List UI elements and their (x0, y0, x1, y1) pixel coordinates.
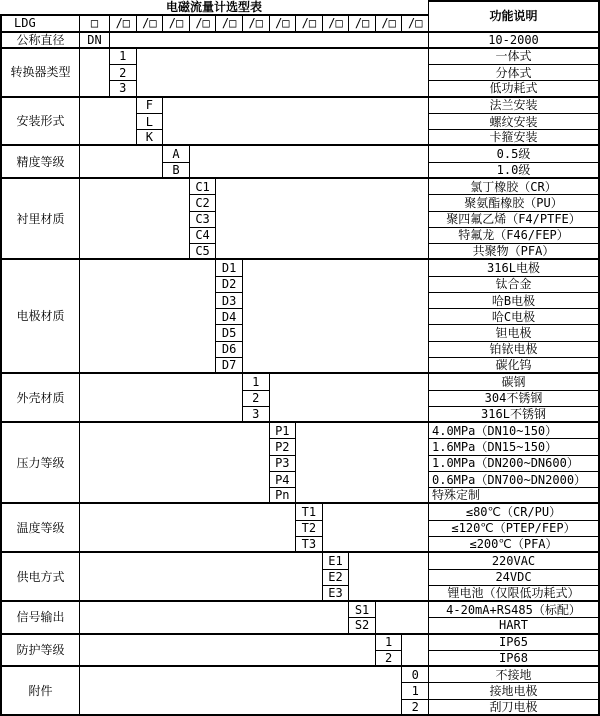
option-code-cell: D2 (216, 277, 243, 293)
model-prefix-cell: LDG (0, 16, 80, 32)
option-code-cell: D6 (216, 342, 243, 358)
spacer-cell (80, 504, 296, 553)
section-label: 精度等级 (0, 146, 80, 179)
option-desc-cell: 316L电极 (429, 260, 600, 276)
option-code-cell: C3 (190, 212, 217, 228)
option-desc-cell: 卡箍安装 (429, 130, 600, 146)
option-code-cell: D1 (216, 260, 243, 276)
option-desc-cell: 接地电极 (429, 683, 600, 699)
option-desc-cell: 氯丁橡胶（CR） (429, 179, 600, 195)
option-desc-cell: 304不锈钢 (429, 391, 600, 407)
option-desc-cell: 钽电极 (429, 325, 600, 341)
section-label: 信号输出 (0, 602, 80, 635)
option-code-cell: Pn (270, 488, 297, 504)
option-code-cell: E3 (323, 586, 350, 602)
option-code-cell: T2 (296, 521, 323, 537)
spacer-cell (296, 423, 429, 504)
option-code-cell: K (137, 130, 164, 146)
option-desc-cell: 锂电池（仅限低功耗式） (429, 586, 600, 602)
option-desc-cell: 哈C电极 (429, 309, 600, 325)
model-slot-cell: /□ (270, 16, 297, 32)
option-desc-cell: 220VAC (429, 553, 600, 569)
option-desc-cell: 碳钢 (429, 374, 600, 390)
section-label: 安装形式 (0, 98, 80, 147)
table-title: 电磁流量计选型表 (0, 0, 429, 16)
option-code-cell: 2 (402, 700, 429, 716)
option-code-cell: S1 (349, 602, 376, 618)
section-label: 转换器类型 (0, 49, 80, 98)
spacer-cell (190, 146, 429, 179)
option-desc-cell: 1.0MPa（DN200~DN600） (429, 456, 600, 472)
option-code-cell: B (163, 163, 190, 179)
option-desc-cell: 4-20mA+RS485（标配） (429, 602, 600, 618)
option-desc-cell: 刮刀电极 (429, 700, 600, 716)
option-code-cell: D5 (216, 325, 243, 341)
spacer-cell (243, 260, 429, 374)
model-slot-cell: /□ (296, 16, 323, 32)
option-desc-cell: HART (429, 618, 600, 634)
option-code-cell: 2 (376, 651, 403, 667)
option-code-cell: 2 (243, 391, 270, 407)
option-code-cell: 3 (243, 407, 270, 423)
section-label: 电极材质 (0, 260, 80, 374)
option-desc-cell: 低功耗式 (429, 81, 600, 97)
spacer-cell (80, 667, 402, 716)
model-slot-cell: /□ (110, 16, 137, 32)
option-desc-cell: IP68 (429, 651, 600, 667)
model-slot-cell: /□ (216, 16, 243, 32)
function-column-header: 功能说明 (429, 0, 600, 33)
option-desc-cell: 316L不锈钢 (429, 407, 600, 423)
option-code-cell: D4 (216, 309, 243, 325)
section-label: 外壳材质 (0, 374, 80, 423)
option-desc-cell: ≤80℃（CR/PU） (429, 504, 600, 520)
spacer-cell (80, 98, 137, 147)
model-slot-cell: /□ (323, 16, 350, 32)
spacer-cell (323, 504, 429, 553)
option-desc-cell: 0.5级 (429, 146, 600, 162)
option-code-cell: P1 (270, 423, 297, 439)
option-desc-cell: 法兰安装 (429, 98, 600, 114)
option-code-cell: 1 (243, 374, 270, 390)
option-code-cell: C2 (190, 195, 217, 211)
option-code-cell: F (137, 98, 164, 114)
option-code-cell: L (137, 114, 164, 130)
option-desc-cell: 4.0MPa（DN10~150） (429, 423, 600, 439)
spacer-cell (163, 98, 429, 147)
option-code-cell: P4 (270, 472, 297, 488)
diameter-desc-cell: 10-2000 (429, 33, 600, 49)
spacer-cell (80, 635, 376, 668)
option-code-cell: C5 (190, 244, 217, 260)
spacer-cell (80, 553, 323, 602)
option-desc-cell: 特氟龙（F46/FEP） (429, 228, 600, 244)
option-desc-cell: ≤200℃（PFA） (429, 537, 600, 553)
model-slot-cell: /□ (190, 16, 217, 32)
model-slot-cell: /□ (243, 16, 270, 32)
model-slot-cell: /□ (376, 16, 403, 32)
option-desc-cell: 聚四氟乙烯（F4/PTFE） (429, 212, 600, 228)
spacer-cell (80, 49, 110, 98)
option-desc-cell: 哈B电极 (429, 293, 600, 309)
model-slot-cell: /□ (163, 16, 190, 32)
spacer-cell (216, 179, 429, 260)
spacer-cell (349, 553, 429, 602)
option-code-cell: 1 (376, 635, 403, 651)
option-code-cell: P3 (270, 456, 297, 472)
spacer-cell (270, 374, 430, 423)
option-desc-cell: ≤120℃（PTEP/FEP） (429, 521, 600, 537)
option-code-cell: C1 (190, 179, 217, 195)
option-code-cell: P2 (270, 439, 297, 455)
diameter-label: 公称直径 (0, 33, 80, 49)
option-desc-cell: 特殊定制 (429, 488, 600, 504)
spacer-cell (80, 146, 163, 179)
option-desc-cell: 钛合金 (429, 277, 600, 293)
option-desc-cell: 24VDC (429, 570, 600, 586)
option-desc-cell: 1.0级 (429, 163, 600, 179)
option-code-cell: 2 (110, 65, 137, 81)
option-code-cell: 1 (402, 683, 429, 699)
diameter-code-cell: DN (80, 33, 110, 49)
model-slot-cell: /□ (402, 16, 429, 32)
option-code-cell: C4 (190, 228, 217, 244)
option-code-cell: D3 (216, 293, 243, 309)
spacer-cell (80, 602, 349, 635)
model-box-cell: □ (80, 16, 110, 32)
option-desc-cell: 0.6MPa（DN700~DN2000） (429, 472, 600, 488)
spacer-cell (80, 260, 216, 374)
option-desc-cell: IP65 (429, 635, 600, 651)
option-code-cell: 0 (402, 667, 429, 683)
section-label: 温度等级 (0, 504, 80, 553)
option-desc-cell: 螺纹安装 (429, 114, 600, 130)
option-desc-cell: 分体式 (429, 65, 600, 81)
option-desc-cell: 一体式 (429, 49, 600, 65)
spacer-cell (80, 423, 270, 504)
spacer-cell (80, 374, 243, 423)
option-code-cell: 3 (110, 81, 137, 97)
option-code-cell: T1 (296, 504, 323, 520)
section-label: 附件 (0, 667, 80, 716)
option-code-cell: A (163, 146, 190, 162)
option-desc-cell: 聚氨酯橡胶（PU） (429, 195, 600, 211)
section-label: 压力等级 (0, 423, 80, 504)
option-code-cell: S2 (349, 618, 376, 634)
option-desc-cell: 不接地 (429, 667, 600, 683)
model-slot-cell: /□ (349, 16, 376, 32)
spacer-cell (376, 602, 429, 635)
spacer-cell (137, 49, 429, 98)
option-desc-cell: 碳化钨 (429, 358, 600, 374)
spacer-cell (402, 635, 429, 668)
model-slot-cell: /□ (137, 16, 164, 32)
option-desc-cell: 共聚物（PFA） (429, 244, 600, 260)
option-code-cell: E1 (323, 553, 350, 569)
section-label: 供电方式 (0, 553, 80, 602)
option-code-cell: T3 (296, 537, 323, 553)
option-code-cell: E2 (323, 570, 350, 586)
option-desc-cell: 铂铱电极 (429, 342, 600, 358)
spacer-cell (80, 179, 190, 260)
spacer-cell (110, 33, 429, 49)
option-code-cell: D7 (216, 358, 243, 374)
option-desc-cell: 1.6MPa（DN15~150） (429, 439, 600, 455)
section-label: 衬里材质 (0, 179, 80, 260)
option-code-cell: 1 (110, 49, 137, 65)
section-label: 防护等级 (0, 635, 80, 668)
